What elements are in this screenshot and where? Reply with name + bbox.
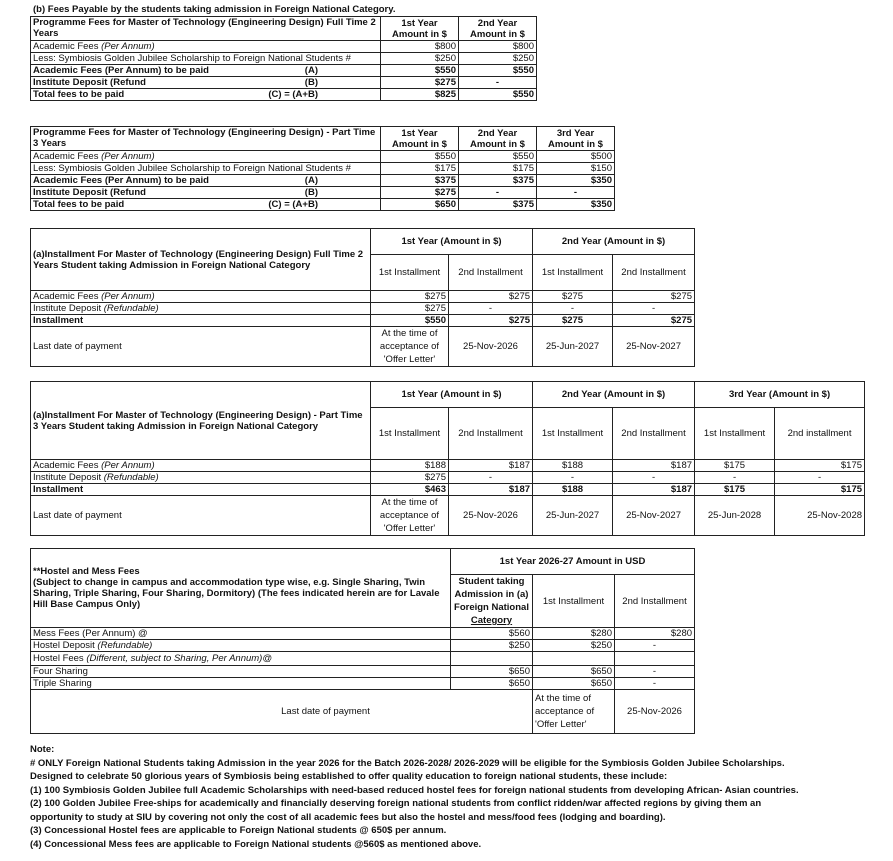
table-cell: Academic Fees (Per Annum): [31, 460, 371, 472]
table-cell: Academic Fees (Per Annum): [31, 151, 381, 163]
table-cell: $275: [533, 315, 613, 327]
table-cell: $250: [459, 53, 537, 65]
table-cell: At the time of acceptance of 'Offer Letter': [533, 690, 615, 734]
table-cell: $800: [381, 41, 459, 53]
table-cell: $187: [449, 460, 533, 472]
table-cell: $280: [615, 628, 695, 640]
table-cell: At the time of acceptance of 'Offer Letter': [371, 496, 449, 536]
table-cell: 1st Installment: [371, 408, 449, 460]
installment-full-time-table: [30, 228, 695, 367]
table-cell: [31, 549, 451, 628]
table-cell: [451, 652, 533, 666]
hostel-fee-table: [30, 548, 695, 734]
table-cell: 2nd installment: [775, 408, 865, 460]
table-cell: -: [459, 187, 537, 199]
table-cell: $275: [371, 303, 449, 315]
table-cell: $375: [459, 199, 537, 211]
table-cell: Less: Symbiosis Golden Jubilee Scholarship to Foreign National Students #: [31, 163, 381, 175]
table-cell: 1st Year (Amount in $): [371, 382, 533, 408]
table-row: [31, 460, 865, 472]
table-row: [31, 65, 537, 77]
hostel-title: **Hostel and Mess Fees: [33, 566, 140, 577]
table-cell: $188: [533, 484, 613, 496]
table-cell: $275: [371, 472, 449, 484]
table-cell: 2nd Year Amount in $: [459, 127, 537, 151]
hostel-year-head: 1st Year 2026-27 Amount in USD: [451, 549, 695, 575]
table-cell: 1st Installment: [533, 575, 615, 628]
table-cell: $250: [533, 640, 615, 652]
table-cell: $550: [381, 151, 459, 163]
table-cell: $550: [459, 65, 537, 77]
table-cell: $188: [533, 460, 613, 472]
table-cell: 25-Nov-2026: [615, 690, 695, 734]
table-cell: $275: [449, 291, 533, 303]
table-cell: $550: [459, 151, 537, 163]
notes-title: Note:: [30, 744, 55, 755]
table-cell: -: [533, 303, 613, 315]
table-cell: Hostel Deposit (Refundable): [31, 640, 451, 652]
table-cell: Hostel Fees (Different, subject to Sharing, Per Annum)@: [31, 652, 451, 666]
table-cell: $550: [381, 65, 459, 77]
table-cell: $275: [381, 77, 459, 89]
table-row: [31, 666, 695, 678]
table-cell: $175: [381, 163, 459, 175]
table-cell: 1st Installment: [533, 255, 613, 291]
note-line: opportunity to study at SIU by covering not only the cost of all academic fees but also the hostel and mess/food fees (lodging and boarding).: [30, 811, 666, 823]
notes-section: [30, 743, 799, 851]
table-row: [31, 678, 695, 690]
table-cell: 1st Installment: [371, 255, 449, 291]
table-cell: $275: [613, 291, 695, 303]
table-row: [31, 640, 695, 652]
table-cell: $175: [775, 460, 865, 472]
table-cell: $275: [613, 315, 695, 327]
full-time-title: Programme Fees for Master of Technology (Engineering Design) Full Time 2 Years: [31, 17, 381, 41]
table-cell: 25-Jun-2027: [533, 327, 613, 367]
table-cell: 25-Nov-2027: [613, 496, 695, 536]
table-cell: 2nd Installment: [615, 575, 695, 628]
installment-part-title: (a)Installment For Master of Technology (Engineering Design) - Part Time 3 Years Student taking Admission in Foreign National Category: [31, 382, 371, 460]
table-cell: $350: [537, 175, 615, 187]
note-line: # ONLY Foreign National Students taking Admission in the year 2026 for the Batch 2026-2028/ 2026-2029 will be eligible for the Symbiosis Golden Jubilee Scholarships.: [30, 757, 785, 769]
hostel-subtitle: (Subject to change in campus and accommodation type wise, e.g. Single Sharing, Twin Sharing, Triple Sharing, Four Sharing, Dormitory) (The fees indicated herein are for Lavale Hill Base Campus Only): [33, 577, 440, 610]
table-row: [31, 303, 695, 315]
table-cell: 1st Installment: [695, 408, 775, 460]
table-cell: 25-Nov-2026: [449, 496, 533, 536]
table-cell: Last date of payment: [31, 690, 533, 734]
table-cell: -: [615, 640, 695, 652]
table-cell: -: [615, 678, 695, 690]
table-row: [31, 151, 615, 163]
table-cell: $500: [537, 151, 615, 163]
table-cell: -: [695, 472, 775, 484]
year-2-head: 2nd Year (Amount in $): [533, 229, 695, 255]
table-cell: 2nd Year (Amount in $): [533, 382, 695, 408]
table-cell: [533, 652, 615, 666]
table-cell: $275: [449, 315, 533, 327]
table-cell: -: [449, 303, 533, 315]
table-row: [31, 291, 695, 303]
year-1-head: 1st Year (Amount in $): [371, 229, 533, 255]
table-cell: Less: Symbiosis Golden Jubilee Scholarship to Foreign National Students #: [31, 53, 381, 65]
table-row: [31, 77, 537, 89]
table-cell: $560: [451, 628, 533, 640]
table-cell: Institute Deposit (Refundable): [31, 472, 371, 484]
table-cell: $375: [459, 175, 537, 187]
table-cell: $175: [459, 163, 537, 175]
table-row: [31, 41, 537, 53]
table-cell: $250: [381, 53, 459, 65]
table-cell: $650: [533, 666, 615, 678]
col-unit: Amount in $: [392, 28, 447, 40]
table-cell: $187: [613, 484, 695, 496]
table-cell: Installment: [31, 315, 371, 327]
table-row: [31, 472, 865, 484]
table-row: [31, 187, 615, 199]
table-cell: Triple Sharing: [31, 678, 451, 690]
table-cell: At the time of acceptance of 'Offer Letter': [371, 327, 449, 367]
table-cell: Four Sharing: [31, 666, 451, 678]
table-cell: $650: [533, 678, 615, 690]
note-line: (1) 100 Symbiosis Golden Jubilee full Academic Scholarships with need-based reduced hostel fees for foreign national students from developing African- Asian countries.: [30, 784, 799, 796]
note-line: (2) 100 Golden Jubilee Free-ships for academically and financially deserving foreign national students from conflict ridden/war affected regions by giving them an: [30, 798, 762, 809]
table-cell: $187: [613, 460, 695, 472]
table-cell: 1st Installment: [533, 408, 613, 460]
table-cell: -: [775, 472, 865, 484]
table-cell: [459, 17, 537, 41]
table-cell: 25-Jun-2028: [695, 496, 775, 536]
part-time-fee-table: [30, 126, 615, 211]
table-row: [31, 327, 695, 367]
table-cell: $650: [381, 199, 459, 211]
table-cell: $250: [451, 640, 533, 652]
table-cell: 2nd Installment: [449, 408, 533, 460]
table-cell: Academic Fees (Per Annum): [31, 291, 371, 303]
table-cell: [615, 652, 695, 666]
table-cell: -: [613, 472, 695, 484]
table-row: [31, 496, 865, 536]
table-cell: $650: [451, 666, 533, 678]
table-cell: 25-Jun-2027: [533, 496, 613, 536]
table-cell: Institute Deposit (Refund (B): [31, 77, 381, 89]
table-cell: $650: [451, 678, 533, 690]
note-line: (4) Concessional Mess fees are applicable to Foreign National students @560$ as mentioned above.: [30, 838, 482, 850]
table-cell: $463: [371, 484, 449, 496]
table-row: [31, 89, 537, 101]
table-cell: Total fees to be paid (C) = (A+B): [31, 89, 381, 101]
col-2nd-year: 2nd Year: [477, 127, 518, 139]
table-row: [31, 628, 695, 640]
table-cell: $550: [371, 315, 449, 327]
table-cell: -: [615, 666, 695, 678]
table-cell: $275: [371, 291, 449, 303]
table-cell: 25-Nov-2028: [775, 496, 865, 536]
table-cell: $175: [775, 484, 865, 496]
table-cell: $375: [381, 175, 459, 187]
table-cell: $825: [381, 89, 459, 101]
col-1st-year: 1st Year: [401, 17, 438, 29]
col-1st-year: 1st Year: [401, 127, 438, 139]
installment-full-title: (a)Installment For Master of Technology (Engineering Design) Full Time 2 Years Student taking Admission in Foreign National Category: [31, 229, 371, 291]
table-row: [31, 652, 695, 666]
table-cell: [381, 17, 459, 41]
col-unit: Amount in $: [470, 28, 525, 40]
note-line: Designed to celebrate 50 glorious years of Symbiosis being established to offer quality education to foreign national students, these include:: [30, 771, 668, 782]
note-line: (3) Concessional Hostel fees are applicable to Foreign National students @ 650$ per annum.: [30, 825, 447, 836]
table-cell: Last date of payment: [31, 496, 371, 536]
table-row: [31, 199, 615, 211]
table-cell: -: [537, 187, 615, 199]
table-row: [31, 690, 695, 734]
table-row: [31, 315, 695, 327]
table-cell: 1st Year Amount in $: [381, 127, 459, 151]
table-cell: 2nd Installment: [613, 255, 695, 291]
table-cell: $150: [537, 163, 615, 175]
table-cell: -: [449, 472, 533, 484]
table-cell: $550: [459, 89, 537, 101]
table-cell: Academic Fees (Per Annum) to be paid (A): [31, 175, 381, 187]
table-cell: $280: [533, 628, 615, 640]
table-cell: $188: [371, 460, 449, 472]
table-cell: $175: [695, 484, 775, 496]
table-cell: Institute Deposit (Refundable): [31, 303, 371, 315]
table-cell: -: [533, 472, 613, 484]
table-cell: Last date of payment: [31, 327, 371, 367]
col-2nd-year: 2nd Year: [477, 17, 518, 29]
table-cell: Installment: [31, 484, 371, 496]
table-cell: Student taking Admission in (a) Foreign National Category: [451, 575, 533, 628]
table-cell: $175: [695, 460, 775, 472]
table-cell: Mess Fees (Per Annum) @: [31, 628, 451, 640]
col-3rd-year: 3rd Year: [556, 127, 595, 139]
table-cell: 2nd Installment: [613, 408, 695, 460]
table-cell: 3rd Year (Amount in $): [695, 382, 865, 408]
table-cell: Academic Fees (Per Annum) to be paid (A): [31, 65, 381, 77]
table-row: [31, 484, 865, 496]
full-time-fee-table: [30, 16, 537, 101]
table-cell: 2nd Installment: [449, 255, 533, 291]
part-time-title: Programme Fees for Master of Technology (Engineering Design) - Part Time 3 Years: [31, 127, 381, 151]
table-cell: $275: [381, 187, 459, 199]
table-cell: $275: [533, 291, 613, 303]
table-cell: Total fees to be paid (C) = (A+B): [31, 199, 381, 211]
table-cell: 25-Nov-2026: [449, 327, 533, 367]
table-row: [31, 175, 615, 187]
table-row: [31, 163, 615, 175]
table-cell: -: [613, 303, 695, 315]
table-cell: Academic Fees (Per Annum): [31, 41, 381, 53]
installment-part-time-table: [30, 381, 865, 536]
table-cell: $350: [537, 199, 615, 211]
table-cell: 25-Nov-2027: [613, 327, 695, 367]
table-row: [31, 53, 537, 65]
page-heading: (b) Fees Payable by the students taking admission in Foreign National Category.: [33, 4, 396, 15]
table-cell: -: [459, 77, 537, 89]
table-cell: Institute Deposit (Refund (B): [31, 187, 381, 199]
table-cell: $800: [459, 41, 537, 53]
table-cell: $187: [449, 484, 533, 496]
table-cell: 3rd Year Amount in $: [537, 127, 615, 151]
